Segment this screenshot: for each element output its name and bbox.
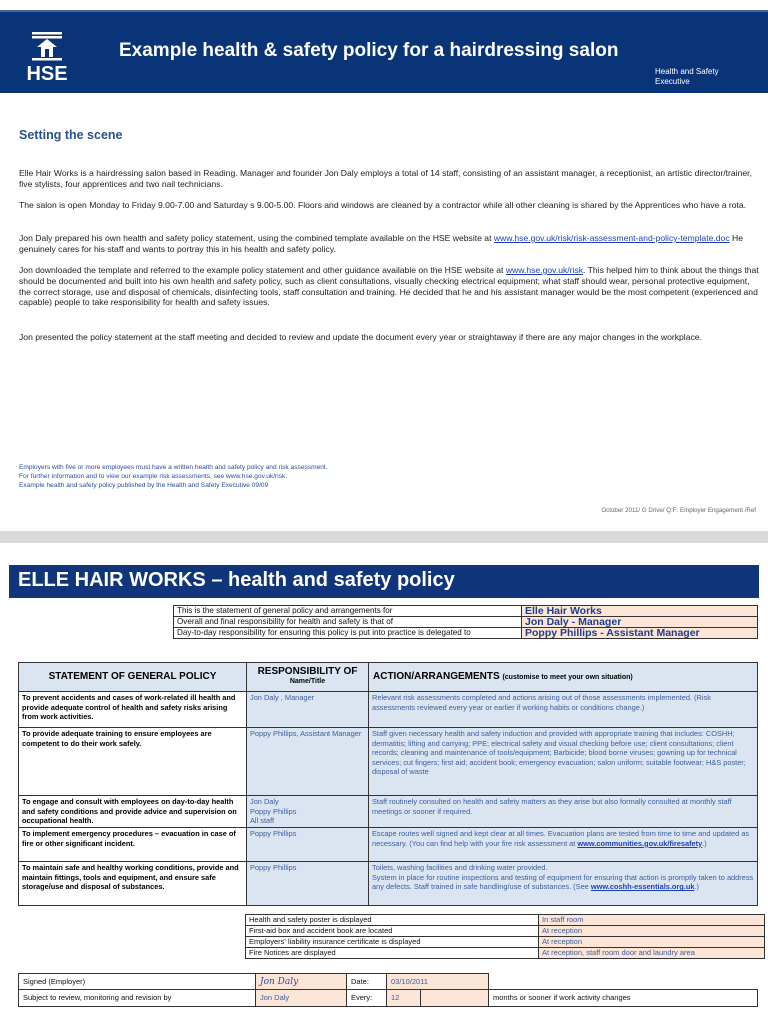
- signature-table: [18, 973, 758, 1007]
- notice-label: First-aid box and accident book are located: [246, 926, 539, 937]
- action-cell: Staff given necessary health and safety induction and provided with appropriate training that includes: COSHH; dermatitis; lifting and carrying; PPE; electrical safety and visual checking before use; client consultations; client records; cleaning and maintenance of tools/equipment; Barbicide; blood borne viruses; gowning up for technical services; cut fingers; first aid; accident book; emergency evacuation; salon uniform; suitable footwear; H&S poster; disposal of waste: [369, 728, 758, 796]
- table-row: [19, 862, 758, 906]
- paragraph-3-text-a: Jon Daly prepared his own health and safety policy statement, using the combined template available on the HSE website at: [19, 233, 494, 243]
- hse-name-line2: Executive: [655, 77, 690, 86]
- logo-text: HSE: [26, 63, 68, 85]
- table-row: [19, 728, 758, 796]
- hse-risk-link[interactable]: www.hse.gov.uk/risk: [505, 265, 584, 275]
- table-row: [19, 974, 758, 990]
- every-suffix: months or sooner if work activity changes: [489, 990, 758, 1007]
- every-value: 12: [387, 990, 421, 1006]
- hse-name-line1: Health and Safety: [655, 67, 719, 76]
- statement-value: Poppy Phillips - Assistant Manager: [522, 628, 758, 639]
- table-row: [246, 926, 765, 937]
- action-text-b: .): [694, 882, 700, 892]
- notices-table: [245, 914, 765, 959]
- hse-name: [655, 67, 755, 87]
- crown-emblem-icon: [28, 30, 66, 62]
- empty-cell: [489, 974, 758, 990]
- action-text-a: Escape routes well signed and kept clear at all times. Evacuation plans are tested from time to time and updated as necessary. (You can find help with your fire risk assessment at: [372, 829, 750, 848]
- header-action-label: ACTION/ARRANGEMENTS: [373, 670, 500, 682]
- signature-field: [256, 974, 347, 990]
- responsibility-cell: Poppy Phillips, Assistant Manager: [247, 728, 369, 796]
- document-reference: October 2011/ G Drive/ Q:F: Employer Engagement /Ref: [601, 507, 756, 514]
- date-value: 03/10/2011: [387, 974, 489, 990]
- notice-location: At reception, staff room door and laundry area: [539, 948, 765, 959]
- policy-title: ELLE HAIR WORKS – health and safety policy: [9, 565, 759, 598]
- policy-page: [0, 543, 768, 1024]
- hse-logo: [22, 30, 70, 86]
- table-row: [246, 948, 765, 959]
- table-row: [19, 692, 758, 728]
- action-cell: [369, 862, 758, 906]
- firesafety-link[interactable]: www.communities.gov.uk/firesafety: [577, 838, 703, 848]
- page-title: Example health & safety policy for a hairdressing salon: [119, 40, 619, 61]
- header-responsibility: [247, 663, 369, 692]
- footer-note: For further information and to view our example risk assessments, see www.hse.gov.uk/risk.: [19, 473, 288, 481]
- statement-cell: To maintain safe and healthy working conditions, provide and maintain fittings, tools and equipment, and ensure safe storage/use and disposal of substances.: [19, 862, 247, 906]
- paragraph-4-text-b: . This helped him to think about the things that should be documented and built into his own health and safety policy, such as client consultations, visually checking electrical equipment; what staff should wear, personal protective equipment, the correct storage, use and disposal of chemicals, disinfecting tools, staff consultation and training. He decided that he and his assistant manager would be the most competent (experienced and capable) people to take responsibility for health and safety issues.: [19, 265, 759, 308]
- statement-label: This is the statement of general policy and arrangements for: [174, 606, 522, 617]
- notice-label: Employers' liability insurance certificate is displayed: [246, 937, 539, 948]
- statement-value: Elle Hair Works: [522, 606, 758, 617]
- section-heading: Setting the scene: [19, 128, 123, 142]
- paragraph-1: Elle Hair Works is a hairdressing salon based in Reading. Manager and founder Jon Daly employs a total of 14 staff, consisting of an assistant manager, a receptionist, an artistic director/trainer, five stylists, four apprentices and two nail technicians.: [19, 168, 752, 189]
- coshh-essentials-link[interactable]: www.coshh-essentials.org.uk: [590, 882, 695, 892]
- action-text-b: .): [702, 838, 707, 848]
- every-split: [387, 990, 488, 1006]
- notice-location: At reception: [539, 937, 765, 948]
- notice-location: At reception: [539, 926, 765, 937]
- paragraph-2: The salon is open Monday to Friday 9.00-7.00 and Saturday s 9.00-5.00. Floors and windows are cleaned by a contractor while all other cleaning is shared by the Apprentices who have a rota.: [19, 200, 747, 210]
- table-row: [174, 606, 758, 617]
- policy-table: [18, 662, 758, 906]
- footer-note: Example health and safety policy published by the Health and Safety Executive 09/09: [19, 482, 269, 490]
- table-row: [19, 828, 758, 862]
- paragraph-3-text-b: He genuinely cares for his staff and wants to portray this in his health and safety policy.: [19, 233, 743, 254]
- template-link[interactable]: www.hse.gov.uk/risk/risk-assessment-and-policy-template.doc: [493, 233, 730, 243]
- policy-statement-table: [173, 605, 758, 639]
- notice-location: In staff room: [539, 915, 765, 926]
- notice-label: Health and safety poster is displayed: [246, 915, 539, 926]
- statement-cell: To implement emergency procedures – evacuation in case of fire or other significant incident.: [19, 828, 247, 862]
- table-row: [174, 617, 758, 628]
- responsibility-line: Poppy Phillips: [250, 806, 297, 816]
- responsibility-line: Jon Daly: [250, 797, 279, 806]
- action-text-a: System in place for routine inspections and testing of equipment for ensuring that action is promptly taken to address any defects. Staff trained in safe handling/use of substances. (See: [372, 872, 754, 892]
- table-row: [246, 937, 765, 948]
- table-row: [246, 915, 765, 926]
- responsibility-cell: [247, 796, 369, 828]
- statement-value: Jon Daly - Manager: [522, 617, 758, 628]
- footer-notes: [19, 463, 328, 491]
- paragraph-5: Jon presented the policy statement at the staff meeting and decided to review and update the document every year or straightaway if there are any major changes in the workplace.: [19, 332, 702, 342]
- review-label: Subject to review, monitoring and revision by: [19, 990, 256, 1007]
- every-label: Every:: [347, 990, 387, 1007]
- every-cell: [387, 990, 489, 1007]
- statement-cell: To provide adequate training to ensure employees are competent to do their work safely.: [19, 728, 247, 796]
- signed-label: Signed (Employer): [19, 974, 256, 990]
- statement-label: Overall and final responsibility for health and safety is that of: [174, 617, 522, 628]
- table-row: [19, 796, 758, 828]
- responsibility-cell: Jon Daly , Manager: [247, 692, 369, 728]
- footer-note: Employers with five or more employees must have a written health and safety policy and risk assessment.: [19, 464, 328, 471]
- statement-cell: To engage and consult with employees on day-to-day health and safety conditions and provide advice and supervision on occupational health.: [19, 796, 247, 828]
- paragraph-4-text-a: Jon downloaded the template and referred to the example policy statement and other guidance available on the HSE website at: [19, 265, 506, 275]
- date-label: Date:: [347, 974, 387, 990]
- table-row: [174, 628, 758, 639]
- header-statement: STATEMENT OF GENERAL POLICY: [19, 663, 247, 692]
- responsibility-cell: Poppy Phillips: [247, 862, 369, 906]
- notice-label: Fire Notices are displayed: [246, 948, 539, 959]
- action-cell: Staff routinely consulted on health and safety matters as they arise but also formally consulted at monthly staff meetings or sooner if required.: [369, 796, 758, 828]
- action-line: Toilets, washing facilities and drinking water provided.: [372, 863, 548, 872]
- responsibility-line: All staff: [250, 816, 275, 826]
- header-action: [369, 663, 758, 692]
- page-separator: [0, 531, 768, 543]
- statement-label: Day-to-day responsibility for ensuring this policy is put into practice is delegated to: [174, 628, 522, 639]
- signature: Jon Daly: [260, 976, 299, 987]
- reviewer-value: Jon Daly: [256, 990, 347, 1007]
- action-cell: [369, 828, 758, 862]
- action-cell: Relevant risk assessments completed and actions arising out of those assessments implemented. (Risk assessments reviewed every year or earlier if working habits or conditions change.): [369, 692, 758, 728]
- header-responsibility-label: RESPONSIBILITY OF: [257, 666, 358, 678]
- header-action-sub: (customise to meet your own situation): [502, 673, 633, 681]
- responsibility-cell: Poppy Phillips: [247, 828, 369, 862]
- paragraph-4: [19, 265, 759, 308]
- table-header-row: [19, 663, 758, 692]
- statement-cell: To prevent accidents and cases of work-related ill health and provide adequate control of health and safety risks arising from work activities.: [19, 692, 247, 728]
- table-row: [19, 990, 758, 1007]
- header-responsibility-sub: Name/Title: [289, 678, 326, 685]
- header-banner: [0, 10, 768, 93]
- paragraph-3: [19, 233, 759, 255]
